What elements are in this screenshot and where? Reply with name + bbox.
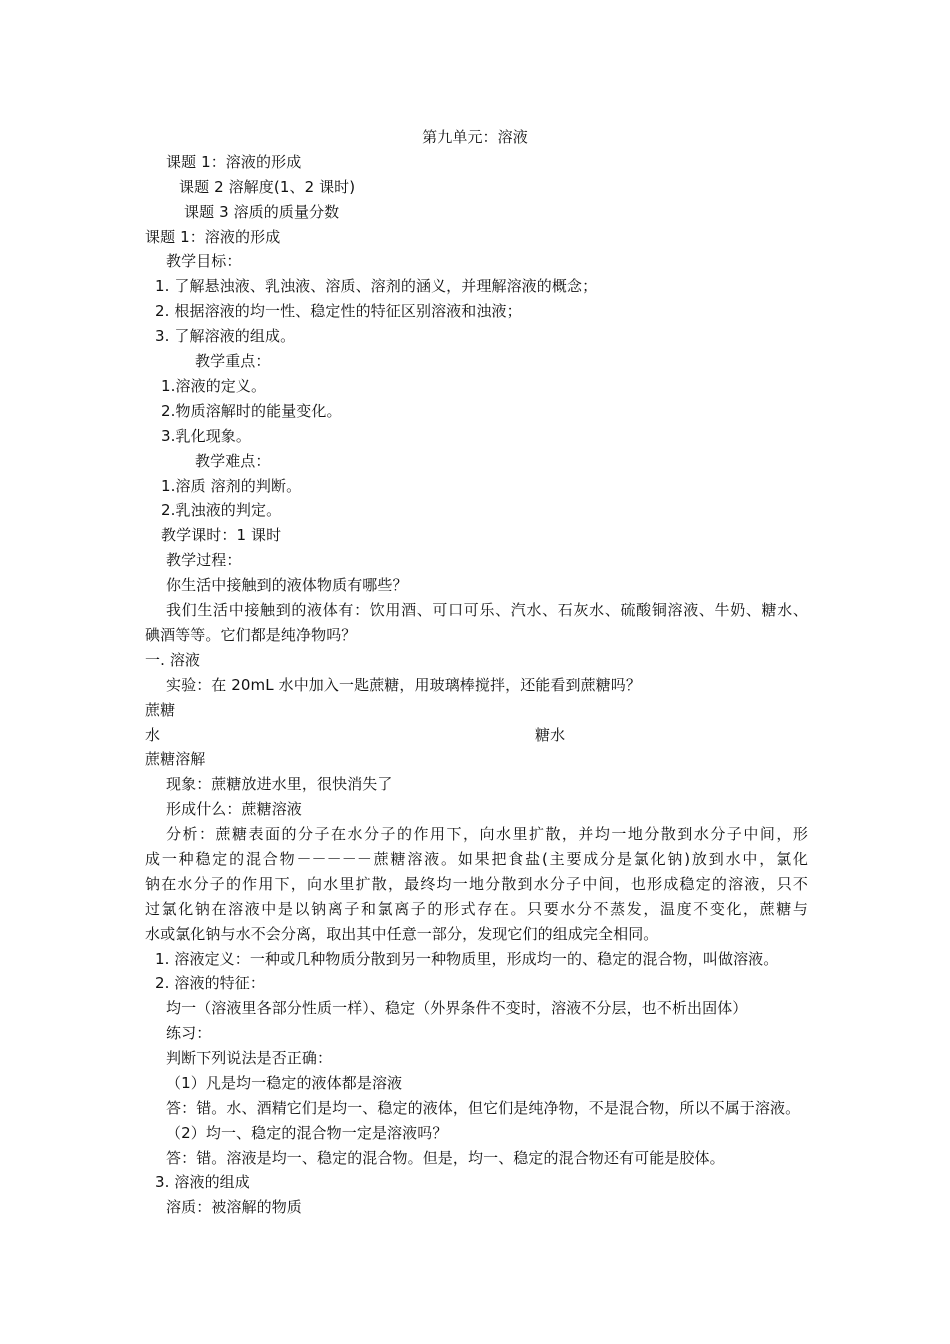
answer-1: 答：错。水、酒精它们是均一、稳定的液体，但它们是纯净物，不是混合物，所以不属于溶液。: [166, 1099, 801, 1117]
question-line: 你生活中接触到的液体物质有哪些？: [166, 576, 408, 594]
part1-heading: 一. 溶液: [145, 651, 201, 669]
liquids-line-1: 我们生活中接触到的液体有：饮用酒、可口可乐、汽水、石灰水、硫酸铜溶液、牛奶、糖水、: [166, 601, 808, 619]
experiment-line: 实验：在 20mL 水中加入一匙蔗糖，用玻璃棒搅拌，还能看到蔗糖吗？: [166, 676, 641, 694]
features-line: 均一（溶液里各部分性质一样）、稳定（外界条件不变时，溶液不分层，也不析出固体）: [166, 999, 748, 1017]
teaching-hours: 教学课时：1 课时: [161, 526, 282, 544]
document-title: 第九单元：溶液: [422, 128, 528, 146]
analysis-line-5: 水或氯化钠与水不会分离，取出其中任意一部分，发现它们的组成完全相同。: [145, 925, 659, 943]
figure-label-sugar: 蔗糖: [145, 701, 176, 719]
difficulty-2: 2.乳浊液的判定。: [161, 501, 282, 519]
exercise-label: 练习：: [166, 1024, 212, 1042]
solute-line: 溶质：被溶解的物质: [166, 1198, 302, 1216]
analysis-line-1: 分析：蔗糖表面的分子在水分子的作用下，向水里扩散，并均一地分散到水分子中间，形: [166, 825, 808, 843]
process-label: 教学过程：: [166, 551, 242, 569]
figure-label-dissolve: 蔗糖溶解: [145, 750, 206, 768]
answer-2: 答：错。溶液是均一、稳定的混合物。但是，均一、稳定的混合物还有可能是胶体。: [166, 1149, 725, 1167]
goal-item-2: 2. 根据溶液的均一性、稳定性的特征区别溶液和浊液；: [155, 302, 522, 320]
figure-label-sugar-water: 糖水: [535, 726, 566, 744]
toc-item-3: 课题 3 溶质的质量分数: [184, 203, 340, 221]
analysis-line-3: 钠在水分子的作用下，向水里扩散，最终均一地分散到水分子中间，也形成稳定的溶液，只不: [145, 875, 808, 893]
section-heading: 课题 1：溶液的形成: [145, 228, 281, 246]
key-point-1: 1.溶液的定义。: [161, 377, 267, 395]
toc-item-1: 课题 1：溶液的形成: [166, 153, 302, 171]
key-points-label: 教学重点：: [195, 352, 271, 370]
toc-item-2: 课题 2 溶解度(1、2 课时): [179, 178, 356, 196]
analysis-line-4: 过氯化钠在溶液中是以钠离子和氯离子的形式存在。只要水分不蒸发，温度不变化，蔗糖与: [145, 900, 808, 918]
key-point-3: 3.乳化现象。: [161, 427, 252, 445]
definition-line: 1. 溶液定义：一种或几种物质分散到另一种物质里，形成均一的、稳定的混合物，叫做溶液。: [155, 950, 779, 968]
key-point-2: 2.物质溶解时的能量变化。: [161, 402, 342, 420]
goals-label: 教学目标：: [166, 252, 242, 270]
liquids-line-2: 碘酒等等。它们都是纯净物吗？: [145, 626, 357, 644]
analysis-line-2: 成一种稳定的混合物－－－－－蔗糖溶液。如果把食盐(主要成分是氯化钠)放到水中，氯化: [145, 850, 808, 868]
question-2: （2）均一、稳定的混合物一定是溶液吗？: [166, 1124, 448, 1142]
goal-item-3: 3. 了解溶液的组成。: [155, 327, 296, 345]
phenomenon-line: 现象：蔗糖放进水里，很快消失了: [166, 775, 393, 793]
difficulties-label: 教学难点：: [195, 452, 271, 470]
figure-label-water: 水: [145, 726, 161, 744]
features-label: 2. 溶液的特征：: [155, 974, 265, 992]
difficulty-1: 1.溶质 溶剂的判断。: [161, 477, 302, 495]
judge-label: 判断下列说法是否正确：: [166, 1049, 333, 1067]
composition-label: 3. 溶液的组成: [155, 1173, 250, 1191]
formed-line: 形成什么：蔗糖溶液: [166, 800, 302, 818]
goal-item-1: 1. 了解悬浊液、乳浊液、溶质、溶剂的涵义，并理解溶液的概念；: [155, 277, 598, 295]
question-1: （1）凡是均一稳定的液体都是溶液: [166, 1074, 403, 1092]
